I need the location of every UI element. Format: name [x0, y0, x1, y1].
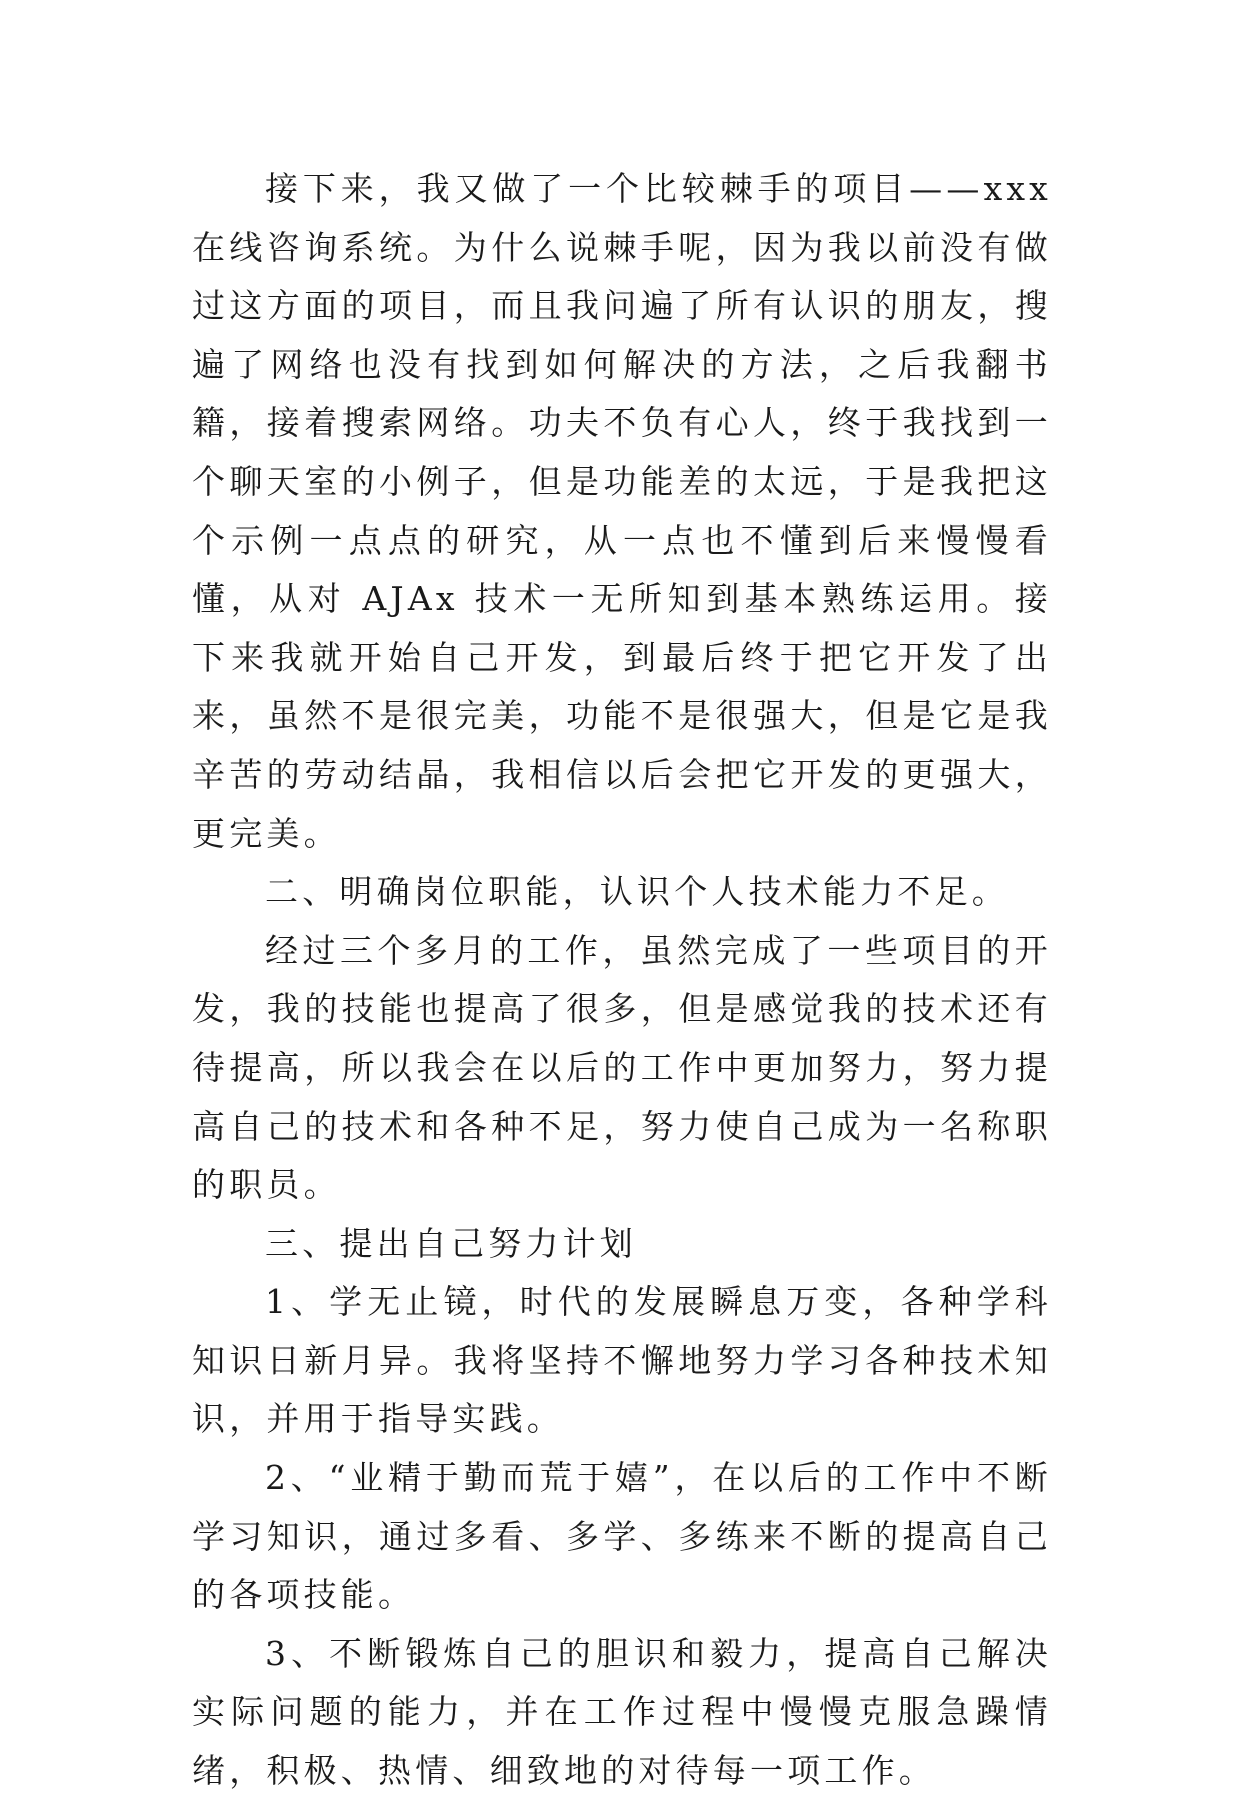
paragraph-skill-gap: 经过三个多月的工作，虽然完成了一些项目的开发，我的技能也提高了很多，但是感觉我的技术还有待提高，所以我会在以后的工作中更加努力，努力提高自己的技术和各种不足，努力使自己成为一名称职的职员。 [192, 930, 1052, 1205]
document-body [192, 160, 1052, 1801]
section-heading-three: 三、提出自己努力计划 [265, 1223, 637, 1263]
plan-item-2: 2、“业精于勤而荒于嬉”，在以后的工作中不断学习知识，通过多看、多学、多练来不断的提高自己的各项技能。 [192, 1458, 1052, 1615]
section-heading-two: 二、明确岗位职能，认识个人技术能力不足。 [265, 872, 1009, 912]
plan-item-3: 3、不断锻炼自己的胆识和毅力，提高自己解决实际问题的能力，并在工作过程中慢慢克服急躁情绪，积极、热情、细致地的对待每一项工作。 [192, 1633, 1052, 1791]
paragraph-project-experience: 接下来，我又做了一个比较棘手的项目——xxx 在线咨询系统。为什么说棘手呢，因为我以前没有做过这方面的项目，而且我问遍了所有认识的朋友，搜遍了网络也没有找到如何解决的方法，之后我翻书籍，接着搜索网络。功夫不负有心人，终于我找到一个聊天室的小例子，但是功能差的太远，于是我把这个示例一点点的研究，从一点也不懂到后来慢慢看懂，从对 AJAx 技术一无所知到基本熟练运用。接下来我就开始自己开发，到最后终于把它开发了出来，虽然不是很完美，功能不是很强大，但是它是我辛苦的劳动结晶，我相信以后会把它开发的更强大，更完美。 [192, 169, 1052, 853]
plan-item-1: 1、学无止镜，时代的发展瞬息万变，各种学科知识日新月异。我将坚持不懈地努力学习各种技术知识，并用于指导实践。 [192, 1282, 1052, 1439]
